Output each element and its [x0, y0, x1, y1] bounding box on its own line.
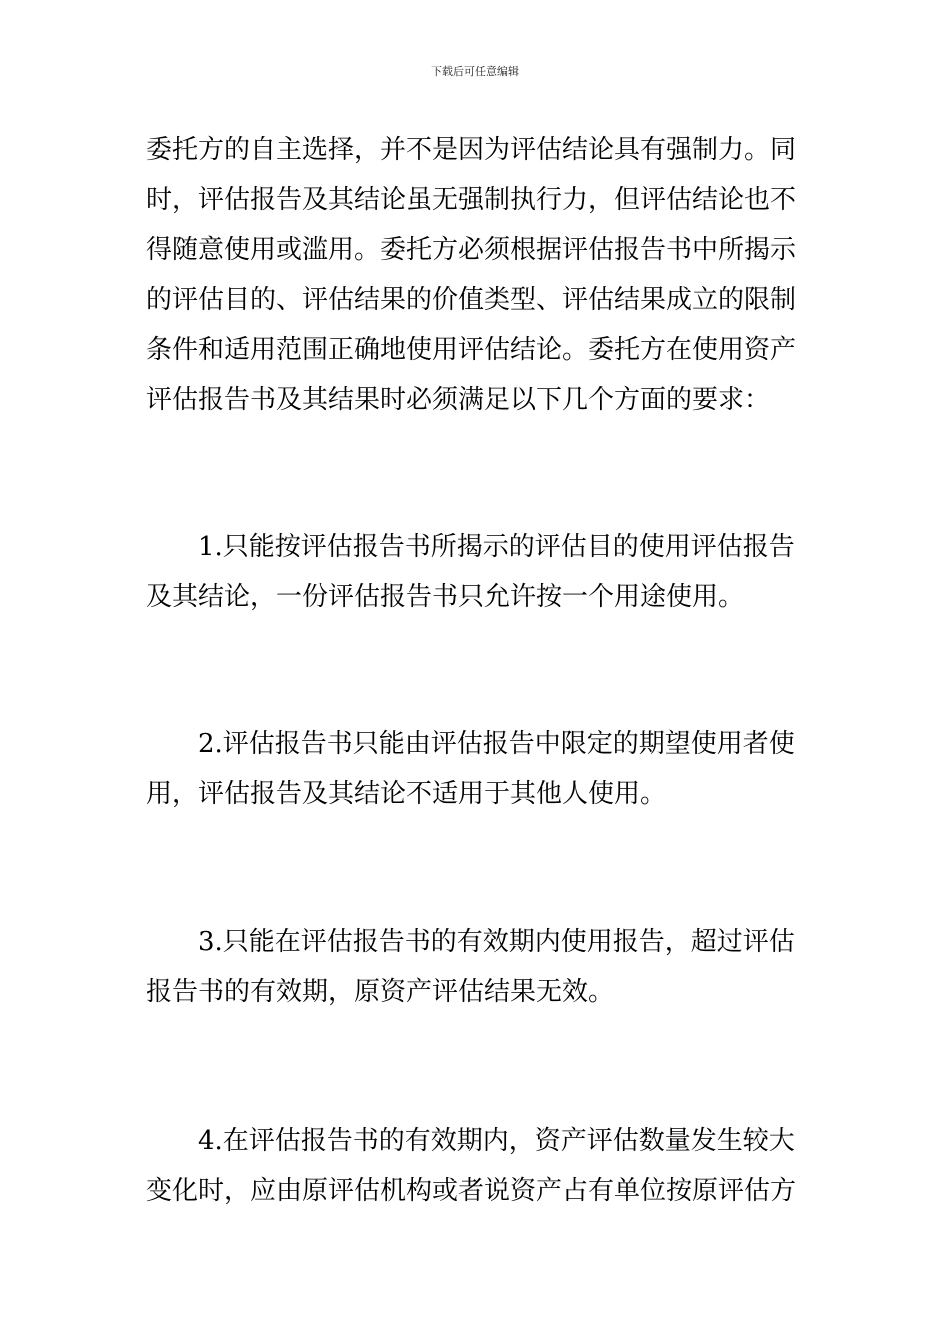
- paragraph-line: 1.只能按评估报告书所揭示的评估目的使用评估报告: [198, 532, 795, 562]
- paragraph-line: 得随意使用或滥用。委托方必须根据评估报告书中所揭示: [146, 235, 797, 265]
- paragraph-line: 评估报告书及其结果时必须满足以下几个方面的要求：: [146, 385, 771, 415]
- paragraph-line: 条件和适用范围正确地使用评估结论。委托方在使用资产: [146, 335, 797, 365]
- paragraph-line: 变化时，应由原评估机构或者说资产占有单位按原评估方: [146, 1176, 797, 1206]
- paragraph-line: 及其结论，一份评估报告书只允许按一个用途使用。: [146, 582, 745, 612]
- paragraph-line: 2.评估报告书只能由评估报告中限定的期望使用者使: [198, 729, 795, 759]
- paragraph-line: 4.在评估报告书的有效期内，资产评估数量发生较大: [198, 1126, 795, 1156]
- page-header: 下载后可任意编辑: [431, 65, 519, 78]
- paragraph-line: 用，评估报告及其结论不适用于其他人使用。: [146, 779, 667, 809]
- paragraph-line: 3.只能在评估报告书的有效期内使用报告，超过评估: [198, 927, 795, 957]
- paragraph-line: 委托方的自主选择，并不是因为评估结论具有强制力。同: [146, 135, 797, 165]
- paragraph-line: 时，评估报告及其结论虽无强制执行力，但评估结论也不: [146, 185, 797, 215]
- paragraph-line: 报告书的有效期，原资产评估结果无效。: [146, 977, 615, 1007]
- paragraph-line: 的评估目的、评估结果的价值类型、评估结果成立的限制: [146, 285, 797, 315]
